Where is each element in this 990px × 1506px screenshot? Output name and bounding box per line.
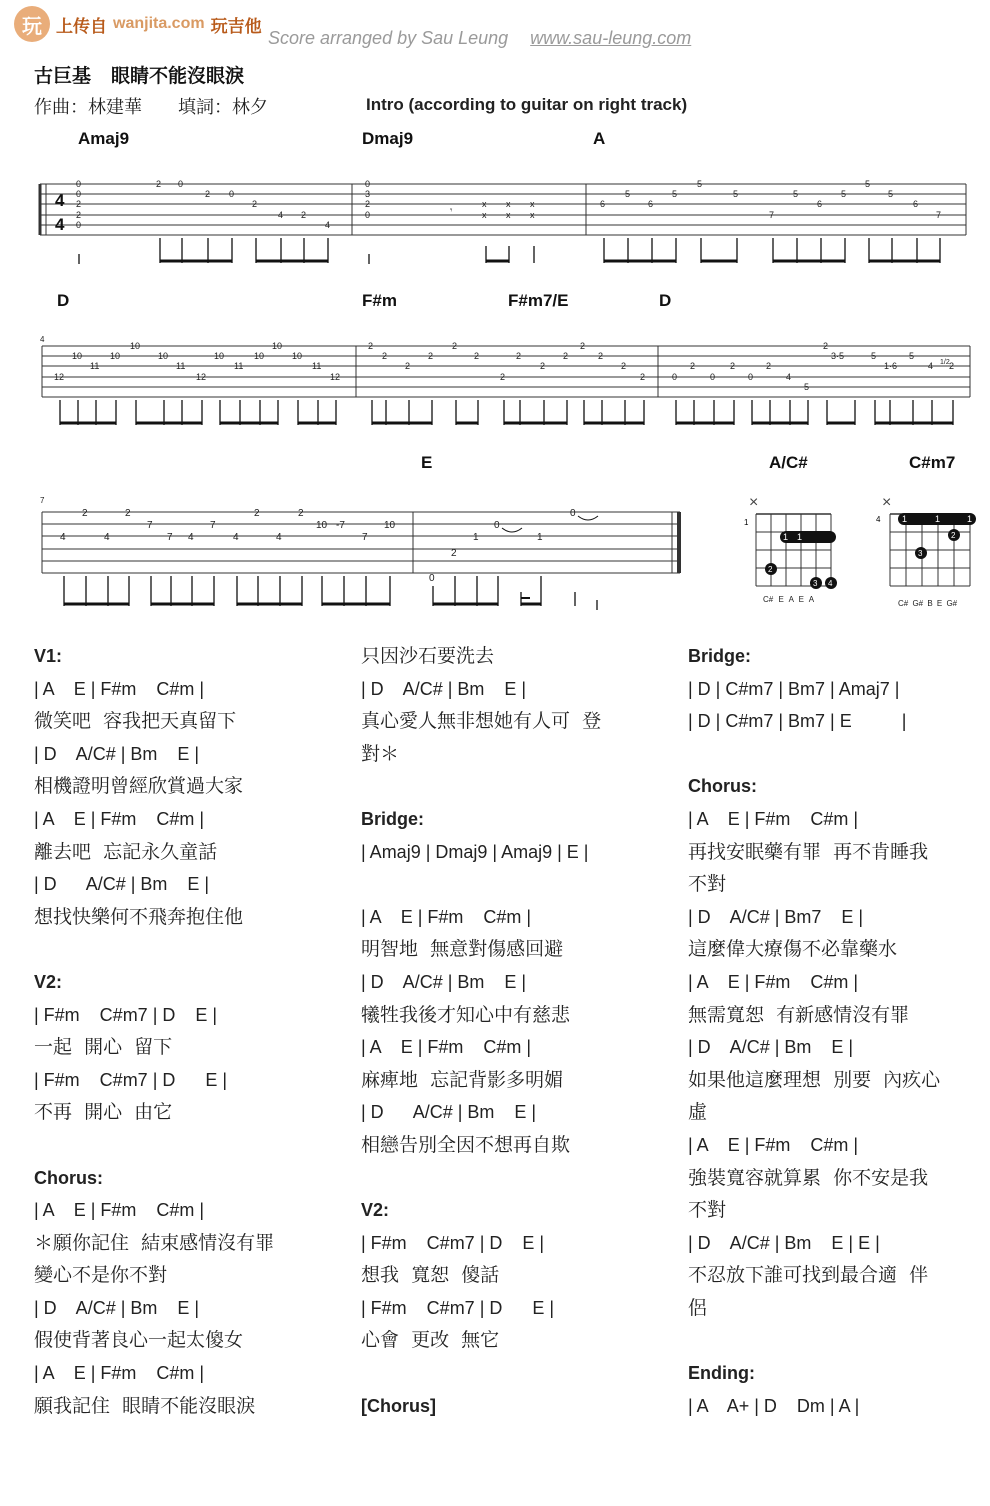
- svg-text:5: 5: [804, 382, 810, 392]
- lyric-line: 不對: [688, 1199, 727, 1222]
- lyric-line: 真心愛人無非想她有人可 登: [361, 710, 602, 733]
- svg-text:1: 1: [783, 532, 789, 542]
- lyric-line: 願我記住 眼睛不能沒眼淚: [34, 1394, 256, 1417]
- svg-text:7: 7: [362, 532, 368, 543]
- svg-text:10: 10: [158, 351, 169, 361]
- svg-text:2: 2: [82, 508, 88, 519]
- chord-line: | A E | F#m C#m |: [361, 1037, 532, 1058]
- lyric-line: 心會 更改 無它: [361, 1329, 500, 1352]
- chord-line: | F#m C#m7 | D E |: [361, 1297, 555, 1318]
- credit-url[interactable]: www.sau-leung.com: [530, 28, 692, 48]
- blank-line: [688, 1324, 988, 1357]
- svg-text:2: 2: [428, 351, 434, 361]
- section-heading: V2:: [34, 971, 63, 992]
- section-heading: Ending:: [688, 1363, 755, 1384]
- composer: 作曲：林建華: [34, 97, 142, 118]
- svg-text:0: 0: [229, 189, 235, 199]
- svg-text:4: 4: [188, 532, 194, 543]
- chord-name: F#m7/E: [508, 291, 569, 310]
- svg-text:10: 10: [254, 351, 265, 361]
- lyric-line: 想我 寬恕 傻話: [361, 1264, 500, 1287]
- svg-text:2: 2: [452, 341, 458, 351]
- svg-text:11: 11: [90, 361, 100, 371]
- chord-line: | D A/C# | Bm E |: [34, 1297, 200, 1318]
- svg-text:2: 2: [474, 351, 480, 361]
- svg-text:×: ×: [882, 494, 892, 511]
- svg-text:0: 0: [76, 189, 82, 199]
- svg-text:0: 0: [748, 372, 754, 382]
- lyric-line: 一起 開心 留下: [34, 1036, 173, 1059]
- svg-text:x: x: [482, 199, 487, 209]
- svg-text:2: 2: [516, 351, 522, 361]
- svg-text:2: 2: [298, 508, 304, 519]
- svg-text:1: 1: [935, 514, 941, 524]
- svg-text:11: 11: [176, 361, 186, 371]
- svg-text:0: 0: [76, 220, 82, 230]
- svg-text:12: 12: [54, 372, 65, 382]
- lyric-line: 如果他這麼理想 別要 內疚心: [688, 1068, 941, 1091]
- svg-text:2: 2: [125, 508, 131, 519]
- svg-text:6: 6: [600, 199, 606, 209]
- svg-text:5: 5: [625, 189, 631, 199]
- svg-text:7: 7: [167, 532, 173, 543]
- section-heading: V1:: [34, 646, 63, 666]
- chord-line: | D A/C# | Bm E |: [361, 1102, 537, 1123]
- svg-text:0: 0: [570, 508, 576, 519]
- fret-number: 1: [744, 518, 749, 527]
- blank-line: [34, 933, 354, 966]
- song-title: [34, 61, 264, 88]
- svg-text:0: 0: [365, 179, 371, 189]
- svg-text:1: 1: [797, 532, 803, 542]
- svg-text:10: 10: [316, 520, 328, 531]
- svg-text:2: 2: [301, 210, 307, 220]
- svg-text:5: 5: [793, 189, 799, 199]
- string-names: C# G# B E G#: [898, 599, 958, 608]
- svg-text:4: 4: [325, 220, 331, 230]
- svg-text:1: 1: [473, 532, 479, 543]
- section-heading: [Chorus]: [361, 1395, 436, 1416]
- site-label: 玩吉他: [210, 16, 262, 37]
- svg-text:1: 1: [967, 514, 973, 524]
- svg-text:12: 12: [330, 372, 341, 382]
- svg-text:2: 2: [405, 361, 411, 371]
- blank-line: [688, 738, 988, 771]
- lyric-line: 假使背著良心一起太傻女: [34, 1329, 244, 1352]
- site-logo-icon: 玩: [14, 6, 50, 42]
- svg-text:11: 11: [234, 361, 244, 371]
- chord-line: | D A/C# | Bm E | E |: [688, 1232, 880, 1253]
- svg-text:-7: -7: [336, 520, 345, 531]
- svg-text:6: 6: [648, 199, 654, 209]
- svg-text:5: 5: [697, 179, 703, 189]
- chord-line: | A E | F#m C#m |: [34, 1200, 205, 1221]
- svg-text:2: 2: [540, 361, 546, 371]
- svg-text:10: 10: [130, 341, 141, 351]
- svg-text:5: 5: [672, 189, 678, 199]
- lyric-line: 相機證明曾經欣賞過大家: [34, 775, 244, 798]
- section-heading: Chorus:: [34, 1167, 103, 1188]
- chord-diagram-a-c-sharp: [737, 494, 842, 609]
- svg-text:2: 2: [451, 548, 457, 559]
- svg-text:3: 3: [365, 189, 371, 199]
- lyric-line: 這麼偉大療傷不必靠藥水: [688, 938, 898, 961]
- section-heading: Bridge:: [688, 646, 751, 666]
- svg-text:7: 7: [40, 496, 45, 505]
- lyric-line: 想找快樂何不飛奔抱住他: [34, 905, 244, 928]
- chord-line: | A A+ | D Dm | A |: [688, 1395, 860, 1416]
- lyric-line: 強裝寬容就算累 你不安是我: [688, 1166, 929, 1189]
- song-name: 眼睛不能沒眼淚: [111, 65, 245, 87]
- tab-staff-system-2: [0, 330, 990, 440]
- chord-name: D: [57, 291, 70, 310]
- tab-staff-system-1: [0, 168, 990, 278]
- chord-line: | F#m C#m7 | D E |: [34, 1004, 218, 1025]
- svg-text:3: 3: [918, 549, 923, 558]
- chord-line: | Amaj9 | Dmaj9 | Amaj9 | E |: [361, 841, 589, 862]
- svg-text:𝄾: 𝄾: [450, 205, 453, 215]
- lyric-line: 犧牲我後才知心中有慈悲: [361, 1003, 571, 1026]
- svg-text:2: 2: [205, 189, 211, 199]
- blank-line: [361, 868, 681, 901]
- chord-line: | F#m C#m7 | D E |: [34, 1069, 228, 1090]
- svg-text:2: 2: [730, 361, 736, 371]
- svg-text:4: 4: [278, 210, 284, 220]
- chord-line: | A E | F#m C#m |: [34, 1363, 205, 1384]
- chord-line: | A E | F#m C#m |: [688, 971, 859, 992]
- svg-text:2: 2: [951, 531, 956, 540]
- blank-line: [361, 770, 681, 803]
- chord-line: | A E | F#m C#m |: [34, 808, 205, 829]
- svg-text:x: x: [506, 199, 511, 209]
- svg-text:4: 4: [233, 532, 239, 543]
- svg-text:2: 2: [252, 199, 258, 209]
- blank-line: [361, 1162, 681, 1195]
- svg-text:10: 10: [110, 351, 121, 361]
- chord-line: | D | C#m7 | Bm7 | Amaj7 |: [688, 678, 900, 699]
- lyric-line: 虛: [688, 1101, 708, 1124]
- chord-name: A: [593, 129, 606, 148]
- lyric-line: 無需寬恕 有新感情沒有罪: [688, 1003, 910, 1026]
- site-domain: wanjita.com: [113, 15, 205, 32]
- svg-text:2: 2: [254, 508, 260, 519]
- svg-text:0: 0: [710, 372, 716, 382]
- lyric-line: 不再 開心 由它: [34, 1101, 173, 1124]
- svg-text:5: 5: [909, 351, 915, 361]
- svg-text:7: 7: [210, 520, 216, 531]
- svg-text:2: 2: [156, 179, 162, 189]
- lyric-line: 不對: [688, 873, 727, 896]
- svg-text:4: 4: [786, 372, 792, 382]
- lyric-line: 侶: [688, 1296, 708, 1319]
- lyric-line: 明智地 無意對傷感回避: [361, 938, 564, 961]
- chord-line: | D A/C# | Bm E |: [34, 874, 210, 895]
- svg-text:7: 7: [936, 210, 942, 220]
- song-credits: [34, 93, 304, 119]
- svg-text:2: 2: [76, 199, 82, 209]
- svg-text:2: 2: [368, 341, 374, 351]
- arranger-credit: [268, 28, 691, 49]
- svg-text:0: 0: [494, 520, 500, 531]
- svg-text:2: 2: [949, 361, 955, 371]
- lyrics-column-3: [688, 640, 988, 1422]
- chord-name: F#m: [362, 291, 397, 310]
- chord-line: | D A/C# | Bm7 E |: [688, 906, 864, 927]
- svg-text:2: 2: [500, 372, 506, 382]
- lyric-line: 只因沙石要洗去: [361, 645, 495, 667]
- lyric-line: 對＊: [361, 742, 400, 765]
- lyrics-column-2: [361, 640, 681, 1422]
- credit-text: Score arranged by Sau Leung: [268, 28, 509, 48]
- chord-line: | A E | F#m C#m |: [688, 1134, 859, 1155]
- intro-label: Intro (according to guitar on right track): [366, 95, 688, 114]
- svg-text:10: 10: [214, 351, 225, 361]
- svg-text:2: 2: [690, 361, 696, 371]
- svg-text:2: 2: [580, 341, 586, 351]
- svg-text:x: x: [482, 210, 487, 220]
- chord-line: | D A/C# | Bm E |: [34, 743, 200, 764]
- svg-text:5: 5: [841, 189, 847, 199]
- chord-line: | A E | F#m C#m |: [361, 906, 532, 927]
- svg-text:7: 7: [769, 210, 775, 220]
- site-watermark: [14, 6, 262, 42]
- chord-line: | D A/C# | Bm E |: [688, 1037, 854, 1058]
- svg-text:3: 3: [813, 579, 818, 588]
- svg-text:4: 4: [55, 191, 65, 210]
- svg-text:4: 4: [928, 361, 934, 371]
- chord-line: | F#m C#m7 | D E |: [361, 1232, 545, 1253]
- svg-text:3·5: 3·5: [831, 351, 845, 361]
- svg-text:x: x: [506, 210, 511, 220]
- section-heading: Chorus:: [688, 776, 757, 797]
- svg-text:5: 5: [865, 179, 871, 189]
- lyric-line: 不忍放下誰可找到最合適 伴: [688, 1264, 929, 1287]
- svg-text:2: 2: [563, 351, 569, 361]
- svg-text:6: 6: [817, 199, 823, 209]
- chord-line: | D | C#m7 | Bm7 | E |: [688, 711, 907, 732]
- svg-text:4: 4: [276, 532, 282, 543]
- svg-text:5: 5: [733, 189, 739, 199]
- lyric-line: 相戀告別全因不想再自欺: [361, 1133, 571, 1156]
- svg-text:2: 2: [621, 361, 627, 371]
- fret-number: 4: [876, 515, 881, 524]
- svg-text:2: 2: [365, 199, 371, 209]
- section-heading: Bridge:: [361, 808, 424, 829]
- svg-text:1: 1: [902, 514, 908, 524]
- svg-text:2: 2: [823, 341, 829, 351]
- string-names: C# E A E A: [763, 595, 815, 604]
- svg-text:0: 0: [365, 210, 371, 220]
- svg-text:x: x: [530, 210, 535, 220]
- svg-text:0: 0: [178, 179, 184, 189]
- svg-text:4: 4: [40, 335, 45, 344]
- svg-text:2: 2: [382, 351, 388, 361]
- chord-line: | A E | F#m C#m |: [688, 808, 859, 829]
- lyric-line: 微笑吧 容我把天真留下: [34, 710, 237, 733]
- svg-text:4: 4: [60, 532, 66, 543]
- section-heading: V2:: [361, 1200, 390, 1221]
- chord-name: C#m7: [909, 453, 956, 472]
- site-name: 上传自: [56, 16, 107, 37]
- svg-text:11: 11: [312, 361, 322, 371]
- svg-text:7: 7: [147, 520, 153, 531]
- svg-text:10: 10: [292, 351, 303, 361]
- svg-text:2: 2: [598, 351, 604, 361]
- lyricist: 填詞：林夕: [178, 97, 268, 118]
- blank-line: [34, 1129, 354, 1162]
- lyric-line: 再找安眠藥有罪 再不肯睡我: [688, 840, 929, 863]
- lyrics-column-1: [34, 640, 354, 1422]
- svg-text:1/2: 1/2: [940, 359, 950, 366]
- chord-name: E: [421, 453, 433, 472]
- chord-name: Amaj9: [78, 129, 130, 148]
- svg-text:10: 10: [72, 351, 83, 361]
- lyric-line: ＊願你記住 結束感情沒有罪: [34, 1231, 275, 1254]
- svg-text:5: 5: [871, 351, 877, 361]
- chord-name: A/C#: [769, 453, 808, 472]
- svg-text:2: 2: [640, 372, 646, 382]
- svg-text:2: 2: [76, 210, 82, 220]
- svg-text:12: 12: [196, 372, 207, 382]
- svg-text:×: ×: [749, 494, 759, 511]
- svg-text:6: 6: [913, 199, 919, 209]
- svg-text:1·6: 1·6: [884, 361, 898, 371]
- svg-text:0: 0: [672, 372, 678, 382]
- chord-line: | D A/C# | Bm E |: [361, 678, 527, 699]
- svg-text:0: 0: [429, 573, 435, 584]
- chord-line: | D A/C# | Bm E |: [361, 971, 527, 992]
- chord-name: D: [659, 291, 672, 310]
- svg-text:10: 10: [272, 341, 283, 351]
- artist-name: 古巨基: [34, 65, 92, 87]
- svg-text:x: x: [530, 199, 535, 209]
- svg-text:1: 1: [537, 532, 543, 543]
- svg-text:4: 4: [55, 215, 65, 234]
- lyric-line: 麻痺地 忘記背影多明媚: [361, 1068, 564, 1091]
- svg-text:5: 5: [888, 189, 894, 199]
- chord-name: Dmaj9: [362, 129, 414, 148]
- lyric-line: 離去吧 忘記永久童話: [34, 840, 218, 863]
- svg-text:4: 4: [104, 532, 110, 543]
- svg-text:2: 2: [768, 565, 773, 574]
- chord-diagram-c-sharp-m7: [870, 494, 980, 609]
- tab-staff-system-3: [0, 494, 700, 619]
- blank-line: [361, 1357, 681, 1390]
- lyric-line: 變心不是你不對: [34, 1264, 168, 1287]
- svg-text:4: 4: [828, 579, 833, 588]
- svg-text:10: 10: [384, 520, 396, 531]
- svg-text:0: 0: [76, 179, 82, 189]
- chord-line: | A E | F#m C#m |: [34, 678, 205, 699]
- svg-text:2: 2: [766, 361, 772, 371]
